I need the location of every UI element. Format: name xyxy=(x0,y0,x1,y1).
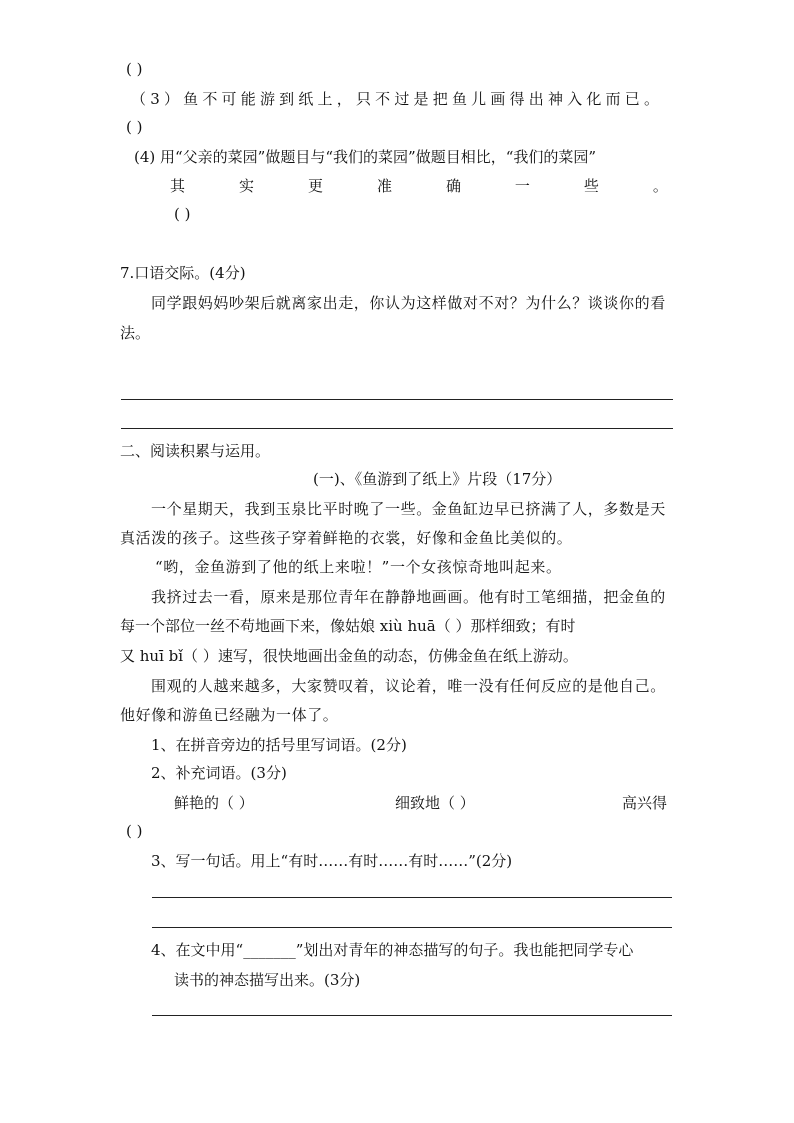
passage-paragraph: 一个星期天，我到玉泉比平时晚了一些。金鱼缸边早已挤满了人，多数是天 xyxy=(151,500,666,518)
char: 准 xyxy=(376,177,392,195)
passage-paragraph: 每一个部位一丝不苟地画下来，像姑娘 xiù huā（ ）那样细致；有时 xyxy=(120,617,576,635)
passage-paragraph: 我挤过去一看，原来是那位青年在静静地画画。他有时工笔细描，把金鱼的 xyxy=(151,588,666,606)
answer-paren: ( ) xyxy=(126,822,143,840)
question-7-title: 7.口语交际。(4分) xyxy=(120,264,246,282)
answer-line[interactable] xyxy=(121,428,673,429)
fill-blank-3: 高兴得 xyxy=(622,794,668,812)
char: 其 xyxy=(170,177,186,195)
section-heading: 二、阅读积累与运用。 xyxy=(120,442,271,460)
question-1: 1、在拼音旁边的括号里写词语。(2分) xyxy=(151,736,407,754)
char: 一 xyxy=(514,177,530,195)
statement-4-line1: (4) 用“父亲的菜园”做题目与“我们的菜园”做题目相比，“我们的菜园” xyxy=(134,148,597,166)
passage-paragraph: 真活泼的孩子。这些孩子穿着鲜艳的衣裳，好像和金鱼比美似的。 xyxy=(120,529,573,547)
answer-line[interactable] xyxy=(121,399,673,400)
char: 更 xyxy=(307,177,323,195)
fill-blank-1: 鲜艳的（ ） xyxy=(174,794,254,812)
answer-line[interactable] xyxy=(152,927,672,928)
statement-3: （3）鱼不可能游到纸上，只不过是把鱼儿画得出神入化而已。 xyxy=(131,90,664,108)
char: 。 xyxy=(652,177,668,195)
question-4-cont: 读书的神态描写出来。(3分) xyxy=(174,971,361,989)
passage-paragraph: “哟，金鱼游到了他的纸上来啦！”一个女孩惊奇地叫起来。 xyxy=(155,558,562,576)
answer-paren: ( ) xyxy=(126,118,143,136)
answer-paren: ( ) xyxy=(174,205,191,223)
char: 实 xyxy=(238,177,254,195)
answer-line[interactable] xyxy=(152,897,672,898)
answer-line[interactable] xyxy=(152,1015,672,1016)
passage-paragraph: 围观的人越来越多，大家赞叹着，议论着，唯一没有任何反应的是他自己。 xyxy=(151,677,666,695)
statement-4-line2 xyxy=(170,176,668,196)
passage-paragraph: 又 huī bǐ（ ）速写，很快地画出金鱼的动态，仿佛金鱼在纸上游动。 xyxy=(120,647,578,665)
passage-paragraph: 他好像和游鱼已经融为一体了。 xyxy=(120,706,339,724)
passage-title: (一)、《鱼游到了纸上》片段（17分） xyxy=(313,470,562,488)
fill-blank-2: 细致地（ ） xyxy=(395,794,475,812)
question-3: 3、写一句话。用上“有时……有时……有时……”(2分) xyxy=(151,852,513,870)
question-7-prompt: 同学跟妈妈吵架后就离家出走，你认为这样做对不对？为什么？谈谈你的看 xyxy=(151,294,666,312)
char: 些 xyxy=(583,177,599,195)
question-7-prompt-cont: 法。 xyxy=(120,324,151,342)
char: 确 xyxy=(445,177,461,195)
answer-paren: ( ) xyxy=(126,60,143,78)
question-2: 2、补充词语。(3分) xyxy=(151,764,287,782)
question-4: 4、在文中用“_______”划出对青年的神态描写的句子。我也能把同学专心 xyxy=(151,941,634,959)
